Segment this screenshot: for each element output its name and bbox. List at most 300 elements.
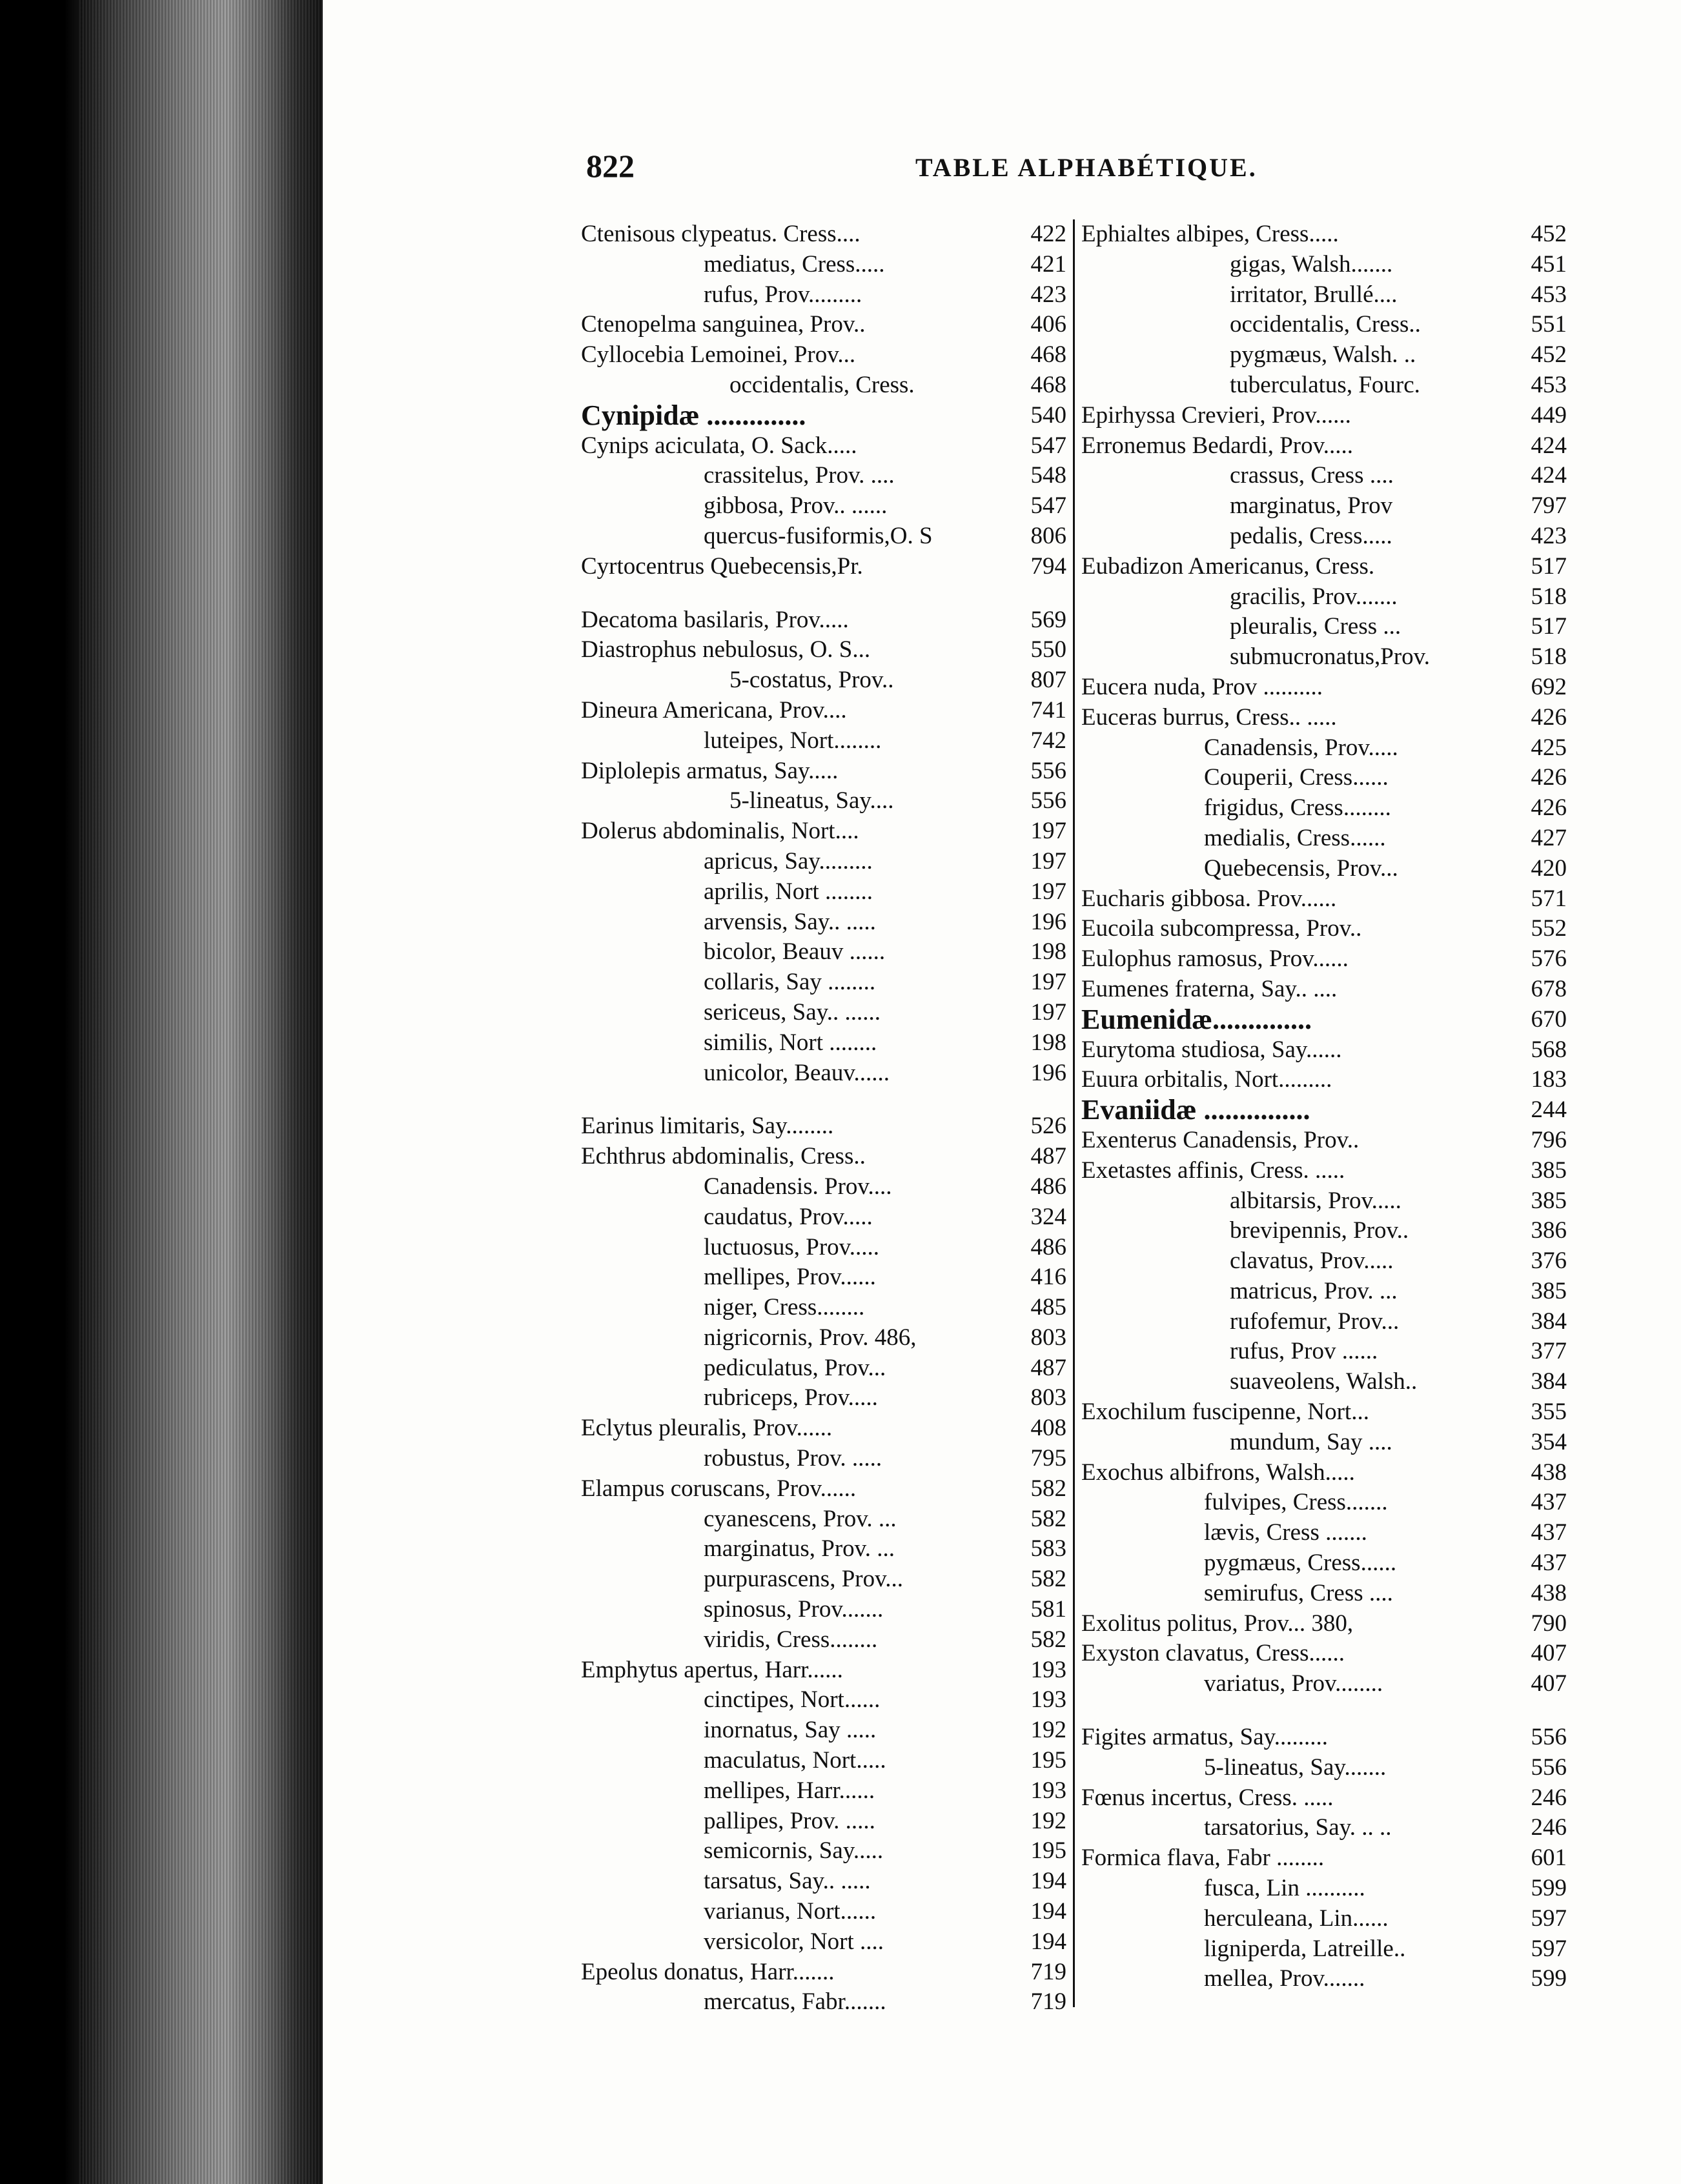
index-entry-text: submucronatus,Prov.	[1230, 643, 1431, 671]
index-entry-text: Exolitus politus, Prov... 380,	[1081, 1610, 1354, 1637]
index-entry-text: varianus, Nort......	[704, 1898, 877, 1925]
index-entry	[581, 665, 1072, 696]
index-entry-text: nigricornis, Prov. 486,	[704, 1324, 917, 1351]
index-entry-text: bicolor, Beauv ......	[704, 938, 886, 966]
index-page-ref: 423	[1531, 522, 1567, 549]
index-column-left	[581, 219, 1072, 2017]
index-entry	[1081, 491, 1572, 521]
index-entry	[581, 1413, 1072, 1444]
index-entry	[581, 552, 1072, 582]
index-entry-text: inornatus, Say .....	[704, 1717, 877, 1744]
index-entry-text: suaveolens, Walsh..	[1230, 1368, 1418, 1395]
index-entry	[1081, 521, 1572, 552]
index-entry	[1081, 1669, 1572, 1699]
index-entry	[581, 1595, 1072, 1625]
index-entry	[1081, 1065, 1572, 1095]
index-entry	[581, 1142, 1072, 1172]
index-page-ref: 468	[1030, 371, 1066, 398]
index-entry	[1081, 219, 1572, 250]
index-entry-text: Exetastes affinis, Cress. .....	[1081, 1157, 1345, 1184]
index-page-ref: 192	[1030, 1807, 1066, 1834]
index-page-ref: 486	[1030, 1173, 1066, 1200]
index-entry	[1081, 763, 1572, 793]
index-entry	[581, 219, 1072, 250]
index-entry	[581, 1927, 1072, 1957]
index-entry-text: Cyrtocentrus Quebecensis,Pr.	[581, 552, 863, 580]
index-entry	[1081, 1005, 1572, 1035]
index-entry	[1081, 1904, 1572, 1934]
index-page-ref: 194	[1030, 1898, 1066, 1925]
index-page-ref: 427	[1531, 824, 1567, 851]
index-entry-text: brevipennis, Prov..	[1230, 1217, 1409, 1244]
index-page-ref: 192	[1030, 1717, 1066, 1744]
index-entry	[1081, 1964, 1572, 1994]
index-entry-text: Ephialtes albipes, Cress.....	[1081, 221, 1339, 247]
index-entry-text: versicolor, Nort ....	[704, 1928, 884, 1955]
index-entry-text: Euura orbitalis, Nort.........	[1081, 1066, 1332, 1093]
index-entry	[1081, 1246, 1572, 1277]
index-page-ref: 424	[1531, 462, 1567, 489]
index-page-ref: 196	[1030, 908, 1066, 935]
index-entry	[581, 1058, 1072, 1089]
index-page-ref: 407	[1531, 1640, 1567, 1667]
index-page-ref: 423	[1030, 281, 1066, 308]
index-entry-text: similis, Nort ........	[704, 1029, 877, 1056]
index-entry-text: Eucera nuda, Prov ..........	[1081, 673, 1323, 700]
index-entry-text: luctuosus, Prov.....	[704, 1233, 880, 1260]
index-entry	[581, 756, 1072, 787]
index-entry	[581, 1987, 1072, 2017]
index-entry	[1081, 1397, 1572, 1428]
index-entry	[581, 1172, 1072, 1202]
index-entry-text: lævis, Cress .......	[1204, 1519, 1367, 1546]
index-entry	[1081, 1095, 1572, 1126]
index-page-ref: 582	[1030, 1626, 1066, 1653]
index-entry-text: Dineura Americana, Prov....	[581, 696, 847, 723]
index-page-ref: 426	[1531, 703, 1567, 731]
index-page-ref: 183	[1531, 1066, 1567, 1093]
index-page-ref: 355	[1531, 1399, 1567, 1426]
index-entry-text: Exenterus Canadensis, Prov..	[1081, 1126, 1360, 1153]
index-entry	[581, 370, 1072, 401]
index-page-ref: 376	[1531, 1248, 1567, 1275]
index-page-ref: 453	[1531, 371, 1567, 398]
index-page-ref: 803	[1030, 1384, 1066, 1411]
index-page-ref: 385	[1531, 1277, 1567, 1304]
index-entry	[1081, 1277, 1572, 1307]
index-entry	[1081, 1428, 1572, 1458]
index-entry	[1081, 884, 1572, 915]
index-entry	[1081, 582, 1572, 612]
index-page-ref: 437	[1531, 1519, 1567, 1546]
index-entry-text: Canadensis, Prov.....	[1204, 734, 1398, 761]
index-entry-text: mellipes, Harr......	[704, 1777, 875, 1804]
index-entry-text: Eulophus ramosus, Prov......	[1081, 945, 1349, 973]
index-entry-text: marginatus, Prov	[1230, 492, 1393, 520]
index-page-ref: 540	[1030, 401, 1066, 429]
index-entry-text: tuberculatus, Fourc.	[1230, 371, 1420, 398]
index-page-ref: 550	[1030, 636, 1066, 663]
index-entry	[1081, 280, 1572, 310]
index-page-ref: 193	[1030, 1686, 1066, 1714]
index-entry	[1081, 914, 1572, 944]
index-entry-text: Echthrus abdominalis, Cress..	[581, 1143, 866, 1170]
index-entry	[1081, 1874, 1572, 1904]
index-page-ref: 244	[1531, 1097, 1567, 1124]
index-entry	[581, 1444, 1072, 1474]
index-entry-text: Eucharis gibbosa. Prov......	[1081, 885, 1337, 912]
index-page-ref: 194	[1030, 1868, 1066, 1895]
index-entry	[581, 1685, 1072, 1715]
index-entry-text: Quebecensis, Prov...	[1204, 854, 1398, 882]
index-entry	[581, 1028, 1072, 1058]
index-entry	[581, 907, 1072, 938]
index-entry	[1081, 1723, 1572, 1753]
index-page-ref: 794	[1030, 552, 1066, 580]
index-page-ref: 451	[1531, 250, 1567, 278]
index-entry-text: Diastrophus nebulosus, O. S...	[581, 636, 871, 663]
index-entry-text: Eumenes fraterna, Say.. ....	[1081, 975, 1338, 1002]
index-entry	[581, 1776, 1072, 1806]
index-entry	[581, 786, 1072, 816]
index-entry-text: mundum, Say ....	[1230, 1428, 1392, 1455]
index-entry	[1081, 793, 1572, 824]
index-entry-text: Exochus albifrons, Walsh.....	[1081, 1459, 1355, 1486]
index-page-ref: 670	[1531, 1006, 1567, 1033]
index-entry-text: Formica flava, Fabr ........	[1081, 1845, 1325, 1872]
index-entry	[581, 1746, 1072, 1776]
index-entry-text: irritator, Brullé....	[1230, 281, 1398, 308]
index-page-ref: 517	[1531, 613, 1567, 640]
index-page-ref: 551	[1531, 311, 1567, 338]
index-page-ref: 194	[1030, 1928, 1066, 1955]
index-entry-text: frigidus, Cress........	[1204, 794, 1391, 822]
index-page-ref: 518	[1531, 583, 1567, 610]
index-entry	[1081, 642, 1572, 672]
index-entry	[581, 937, 1072, 967]
index-entry-text: Canadensis. Prov....	[704, 1173, 892, 1200]
index-entry	[581, 1957, 1072, 1988]
index-entry	[1081, 340, 1572, 370]
index-page-ref: 517	[1531, 552, 1567, 580]
index-page-ref: 408	[1030, 1415, 1066, 1442]
index-entry-text: 5-lineatus, Say....	[729, 787, 894, 814]
index-entry-text: Eclytus pleuralis, Prov......	[581, 1415, 833, 1442]
index-page-ref: 198	[1030, 938, 1066, 966]
index-entry	[581, 1534, 1072, 1564]
index-entry	[1081, 1126, 1572, 1156]
index-entry	[1081, 1186, 1572, 1217]
index-entry	[581, 1504, 1072, 1535]
index-entry-text: Cynips aciculata, O. Sack.....	[581, 432, 857, 459]
index-entry	[581, 1836, 1072, 1866]
index-entry-text: luteipes, Nort........	[704, 727, 882, 754]
index-entry-text: Exyston clavatus, Cress......	[1081, 1640, 1345, 1667]
index-page-ref: 421	[1030, 250, 1066, 278]
index-entry-text: purpurascens, Prov...	[704, 1566, 903, 1593]
index-entry	[581, 847, 1072, 877]
index-entry-text: cinctipes, Nort......	[704, 1686, 881, 1714]
index-entry-text: ligniperda, Latreille..	[1204, 1935, 1406, 1962]
index-page-ref: 197	[1030, 847, 1066, 875]
index-entry-text: rubriceps, Prov.....	[704, 1384, 878, 1411]
index-entry-text: aprilis, Nort ........	[704, 878, 873, 905]
index-entry	[581, 816, 1072, 847]
index-entry-text: Fœnus incertus, Cress. .....	[1081, 1784, 1334, 1811]
index-entry-text: Dolerus abdominalis, Nort....	[581, 818, 859, 845]
index-page-ref: 426	[1531, 764, 1567, 791]
index-entry-text: Decatoma basilaris, Prov.....	[581, 606, 849, 633]
index-page-ref: 790	[1531, 1610, 1567, 1637]
index-page-ref: 741	[1030, 696, 1066, 723]
index-page-ref: 407	[1531, 1670, 1567, 1697]
index-page-ref: 197	[1030, 878, 1066, 905]
book-page-edge	[0, 0, 323, 2184]
index-page-ref: 193	[1030, 1777, 1066, 1804]
index-entry	[581, 967, 1072, 998]
index-page-ref: 468	[1030, 341, 1066, 369]
index-entry	[1081, 1216, 1572, 1246]
index-entry	[1081, 250, 1572, 280]
index-entry	[1081, 431, 1572, 461]
index-entry	[1081, 1579, 1572, 1609]
index-entry	[581, 521, 1072, 552]
index-entry-text: occidentalis, Cress.	[729, 371, 915, 398]
index-entry	[581, 340, 1072, 370]
index-entry	[1081, 1488, 1572, 1518]
index-page-ref: 581	[1030, 1596, 1066, 1623]
index-page-ref: 449	[1531, 401, 1567, 429]
index-entry-text: Exochilum fuscipenne, Nort...	[1081, 1399, 1369, 1426]
running-header: TABLE ALPHABÉTIQUE.	[915, 153, 1258, 182]
family-name: Eumenidæ..............	[1081, 1003, 1312, 1035]
index-entry-text: Epirhyssa Crevieri, Prov......	[1081, 401, 1351, 429]
index-entry-text: Eucoila subcompressa, Prov..	[1081, 915, 1362, 942]
index-page-ref: 582	[1030, 1475, 1066, 1502]
family-name: Evaniidæ ...............	[1081, 1094, 1310, 1126]
index-entry	[581, 1383, 1072, 1413]
index-page-ref: 198	[1030, 1029, 1066, 1056]
index-entry-text: marginatus, Prov. ...	[704, 1535, 895, 1562]
index-page-ref: 807	[1030, 667, 1066, 694]
index-entry-text: Figites armatus, Say.........	[1081, 1724, 1328, 1751]
index-page-ref: 246	[1531, 1784, 1567, 1811]
index-page-ref: 719	[1030, 1958, 1066, 1985]
index-entry	[1081, 1843, 1572, 1874]
index-entry-text: mellipes, Prov......	[704, 1264, 876, 1291]
index-entry	[581, 1262, 1072, 1293]
index-page-ref: 487	[1030, 1354, 1066, 1381]
index-page-ref: 425	[1531, 734, 1567, 761]
index-entry-text: gigas, Walsh.......	[1230, 250, 1393, 278]
index-entry	[1081, 1156, 1572, 1186]
index-entry-text: herculeana, Lin......	[1204, 1905, 1389, 1932]
index-entry-text: semicornis, Say.....	[704, 1837, 884, 1865]
index-entry-text: gracilis, Prov.......	[1230, 583, 1398, 610]
index-page-ref: 385	[1531, 1187, 1567, 1214]
index-page-ref: 485	[1030, 1294, 1066, 1321]
index-entry-text: Emphytus apertus, Harr......	[581, 1656, 843, 1683]
index-entry-text: gibbosa, Prov.. ......	[704, 492, 888, 520]
index-entry	[581, 1323, 1072, 1353]
index-page-ref: 452	[1531, 341, 1567, 369]
index-entry-text: viridis, Cress........	[704, 1626, 878, 1653]
index-page-ref: 547	[1030, 492, 1066, 520]
index-page-ref: 197	[1030, 818, 1066, 845]
index-entry-text: matricus, Prov. ...	[1230, 1277, 1398, 1304]
index-page-ref: 452	[1531, 221, 1567, 247]
index-entry	[1081, 1934, 1572, 1965]
index-entry	[581, 310, 1072, 340]
index-page-ref: 385	[1531, 1157, 1567, 1184]
index-entry-text: crassus, Cress ....	[1230, 462, 1394, 489]
index-entry	[581, 726, 1072, 756]
index-entry	[1081, 1458, 1572, 1488]
index-entry	[1081, 1307, 1572, 1337]
index-entry	[581, 696, 1072, 726]
index-entry-text: Ctenopelma sanguinea, Prov..	[581, 311, 866, 338]
index-page-ref: 422	[1030, 221, 1066, 247]
index-page-ref: 599	[1531, 1875, 1567, 1902]
index-entry-text: Erronemus Bedardi, Prov.....	[1081, 432, 1353, 459]
index-entry-text: clavatus, Prov.....	[1230, 1248, 1394, 1275]
index-page-ref: 487	[1030, 1143, 1066, 1170]
index-page-ref: 518	[1531, 643, 1567, 671]
index-entry	[1081, 1337, 1572, 1367]
index-entry-text: Ctenisous clypeatus. Cress....	[581, 221, 861, 247]
index-entry-text: pediculatus, Prov...	[704, 1354, 886, 1381]
index-page-ref: 406	[1030, 311, 1066, 338]
index-page-ref: 377	[1531, 1338, 1567, 1365]
index-page-ref: 437	[1531, 1489, 1567, 1516]
index-entry-text: Cyllocebia Lemoinei, Prov...	[581, 341, 856, 369]
index-entry	[1081, 1548, 1572, 1579]
index-entry-text: quercus-fusiformis,O. S	[704, 522, 933, 549]
index-entry	[581, 1655, 1072, 1686]
index-page-ref: 437	[1531, 1550, 1567, 1577]
index-page-ref: 438	[1531, 1579, 1567, 1606]
index-entry	[581, 1625, 1072, 1655]
index-entry	[1081, 854, 1572, 884]
index-entry	[581, 1564, 1072, 1595]
index-entry	[581, 1806, 1072, 1837]
index-entry	[581, 635, 1072, 665]
index-entry-text: sericeus, Say.. ......	[704, 998, 881, 1026]
index-entry	[1081, 401, 1572, 431]
index-page-ref: 556	[1030, 757, 1066, 784]
index-entry-text: pygmæus, Walsh. ..	[1230, 341, 1416, 369]
index-entry	[581, 605, 1072, 636]
index-entry-text: pygmæus, Cress......	[1204, 1550, 1397, 1577]
family-name: Cynipidæ ..............	[581, 399, 806, 431]
index-entry-text: unicolor, Beauv......	[704, 1059, 890, 1086]
index-entry-text: Earinus limitaris, Say........	[581, 1113, 834, 1140]
index-entry	[1081, 612, 1572, 642]
index-entry-text: variatus, Prov........	[1204, 1670, 1383, 1697]
index-entry-text: Eubadizon Americanus, Cress.	[1081, 552, 1375, 580]
index-entry	[581, 1715, 1072, 1746]
index-entry	[1081, 310, 1572, 340]
index-entry	[581, 1866, 1072, 1897]
index-entry-text: Euceras burrus, Cress.. .....	[1081, 703, 1337, 731]
index-page-ref: 453	[1531, 281, 1567, 308]
index-entry-text: medialis, Cress......	[1204, 824, 1386, 851]
index-page-ref: 568	[1531, 1036, 1567, 1063]
index-entry	[1081, 461, 1572, 491]
index-page-ref: 426	[1531, 794, 1567, 822]
index-entry-text: 5-lineatus, Say.......	[1204, 1754, 1387, 1781]
index-page-ref: 582	[1030, 1505, 1066, 1532]
index-entry	[581, 1474, 1072, 1504]
index-entry-text: Eurytoma studiosa, Say......	[1081, 1036, 1342, 1063]
index-entry-text: mercatus, Fabr.......	[704, 1988, 886, 2016]
index-entry	[1081, 1813, 1572, 1843]
index-entry-text: maculatus, Nort.....	[704, 1747, 886, 1774]
index-page-ref: 692	[1531, 673, 1567, 700]
index-page-ref: 246	[1531, 1814, 1567, 1841]
index-page-ref: 196	[1030, 1059, 1066, 1086]
index-entry	[1081, 370, 1572, 401]
index-entry-text: rufus, Prov.........	[704, 281, 862, 308]
index-page-ref: 795	[1030, 1445, 1066, 1472]
index-entry-text: niger, Cress........	[704, 1294, 865, 1321]
index-entry-text: rufus, Prov ......	[1230, 1338, 1378, 1365]
index-entry	[1081, 1783, 1572, 1814]
index-page-ref: 599	[1531, 1965, 1567, 1992]
index-page-ref: 678	[1531, 975, 1567, 1002]
index-entry-text: crassitelus, Prov. ....	[704, 462, 895, 489]
index-page-ref: 197	[1030, 998, 1066, 1026]
index-entry	[1081, 1639, 1572, 1669]
index-page-ref: 742	[1030, 727, 1066, 754]
index-entry-text: cyanescens, Prov. ...	[704, 1505, 897, 1532]
index-entry-text: pallipes, Prov. .....	[704, 1807, 875, 1834]
index-entry	[581, 1293, 1072, 1323]
index-entry-text: mellea, Prov.......	[1204, 1965, 1365, 1992]
index-page-ref: 556	[1030, 787, 1066, 814]
index-page-ref: 597	[1531, 1905, 1567, 1932]
index-entry	[1081, 975, 1572, 1005]
index-page-ref: 526	[1030, 1113, 1066, 1140]
index-entry	[581, 1111, 1072, 1142]
page-number: 822	[586, 148, 635, 184]
index-page-ref: 576	[1531, 945, 1567, 973]
index-entry	[581, 280, 1072, 310]
index-entry	[581, 1202, 1072, 1233]
index-page-ref: 486	[1030, 1233, 1066, 1260]
index-entry-text: Epeolus donatus, Harr.......	[581, 1958, 835, 1985]
index-page-ref: 197	[1030, 969, 1066, 996]
index-entry-text: collaris, Say ........	[704, 969, 876, 996]
index-entry	[1081, 1035, 1572, 1066]
index-page-ref: 583	[1030, 1535, 1066, 1562]
index-entry	[1081, 1609, 1572, 1639]
index-page-ref: 324	[1030, 1203, 1066, 1230]
index-entry	[1081, 672, 1572, 703]
index-entry-text: albitarsis, Prov.....	[1230, 1187, 1401, 1214]
index-entry-text: mediatus, Cress.....	[704, 250, 885, 278]
index-entry-text: pleuralis, Cress ...	[1230, 613, 1401, 640]
index-page-ref: 806	[1030, 522, 1066, 549]
index-entry-text: pedalis, Cress.....	[1230, 522, 1392, 549]
index-page-ref: 582	[1030, 1566, 1066, 1593]
index-page-ref: 193	[1030, 1656, 1066, 1683]
index-entry	[581, 491, 1072, 521]
index-column-right	[1081, 219, 1572, 1994]
index-entry-text: Elampus coruscans, Prov......	[581, 1475, 857, 1502]
index-entry	[581, 1353, 1072, 1384]
index-page-ref: 719	[1030, 1988, 1066, 2016]
